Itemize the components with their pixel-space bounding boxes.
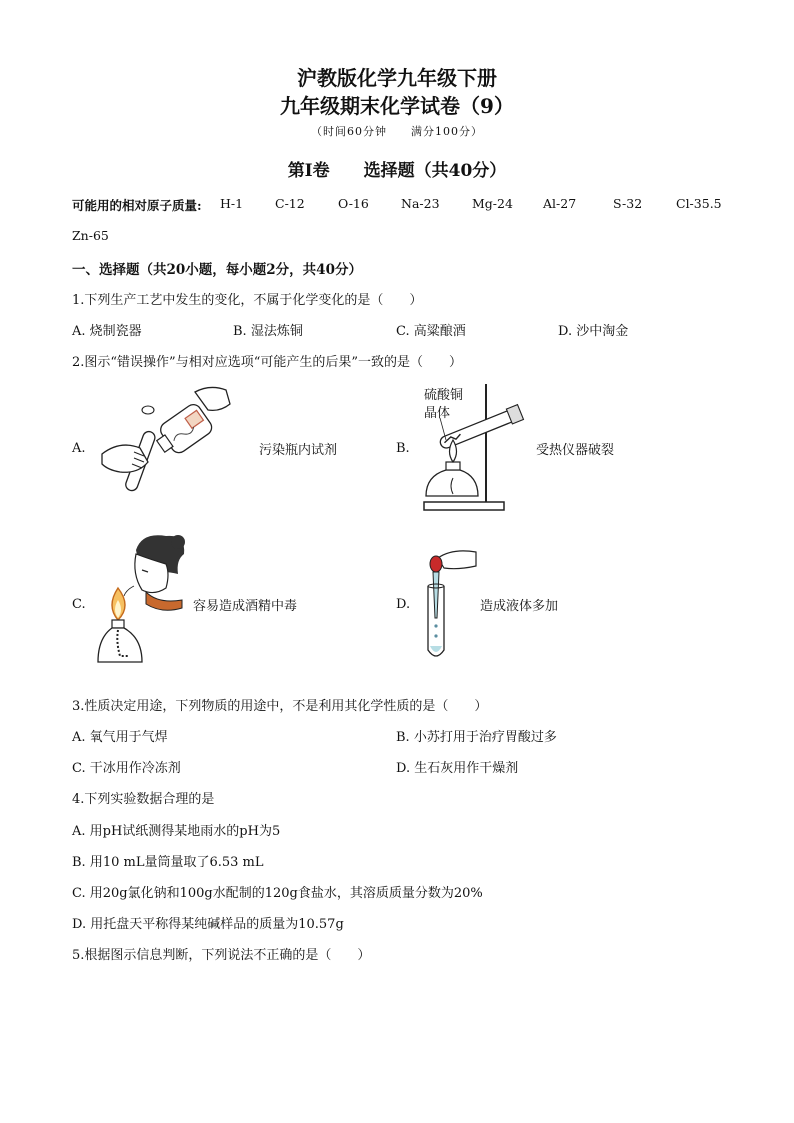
atomic-mass-al: Al-27 <box>543 196 577 211</box>
q2-figure-d-caption: 造成液体多加 <box>480 599 559 614</box>
part-heading: 一、选择题（共20小题，每小题2分，共40分） <box>72 262 362 278</box>
question-5-stem: 5.根据图示信息判断，下列说法不正确的是（ ） <box>72 948 371 963</box>
atomic-mass-h: H-1 <box>220 196 244 211</box>
q3-option-a: A. 氧气用于气焊 <box>72 730 168 745</box>
q2-figure-b-label-1: 硫酸铜 <box>424 388 464 403</box>
q1-option-a: A. 烧制瓷器 <box>72 324 142 339</box>
q1-option-c: C. 高粱酿酒 <box>396 324 466 339</box>
question-1-stem: 1.下列生产工艺中发生的变化，不属于化学变化的是（ ） <box>72 293 423 308</box>
atomic-mass-s: S-32 <box>613 196 643 211</box>
atomic-mass-c: C-12 <box>275 196 305 211</box>
q2-figure-d-letter: D. <box>396 597 411 612</box>
title-line-1: 沪教版化学九年级下册 <box>297 66 497 90</box>
q4-option-d: D. 用托盘天平称得某纯碱样品的质量为10.57g <box>72 917 344 932</box>
section-title: 第Ⅰ卷 选择题（共40分） <box>287 161 507 181</box>
heating-apparatus-illustration <box>416 378 540 514</box>
atomic-mass-na: Na-23 <box>401 196 440 211</box>
q3-option-b: B. 小苏打用于治疗胃酸过多 <box>396 730 557 745</box>
dropper-illustration <box>418 546 480 662</box>
q3-option-c: C. 干冰用作冷冻剂 <box>72 761 181 776</box>
atomic-masses-row <box>72 196 202 214</box>
atomic-mass-zn: Zn-65 <box>72 228 109 243</box>
atomic-mass-cl: Cl-35.5 <box>676 196 722 211</box>
atomic-mass-mg: Mg-24 <box>472 196 513 211</box>
question-4-stem: 4.下列实验数据合理的是 <box>72 792 215 807</box>
q4-option-b: B. 用10 mL量筒量取了6.53 mL <box>72 855 264 870</box>
q2-figure-c-caption: 容易造成酒精中毒 <box>193 599 298 614</box>
pouring-reagent-illustration <box>100 382 240 504</box>
question-3-stem: 3.性质决定用途，下列物质的用途中，不是利用其化学性质的是（ ） <box>72 699 488 714</box>
q2-figure-c-letter: C. <box>72 597 86 612</box>
q4-option-a: A. 用pH试纸测得某地雨水的pH为5 <box>72 824 281 839</box>
q1-option-b: B. 湿法炼铜 <box>233 324 303 339</box>
blowing-lamp-illustration <box>96 530 192 666</box>
q2-figure-b-label-2: 晶体 <box>424 406 451 421</box>
q4-option-c: C. 用20g氯化钠和100g水配制的120g食盐水，其溶质质量分数为20% <box>72 886 483 901</box>
atomic-mass-o: O-16 <box>338 196 369 211</box>
q3-option-d: D. 生石灰用作干燥剂 <box>396 761 519 776</box>
title-line-2: 九年级期末化学试卷（9） <box>280 94 514 118</box>
exam-subtitle: （时间60分钟 满分100分） <box>311 125 483 138</box>
q2-figure-b-caption: 受热仪器破裂 <box>536 443 615 458</box>
q2-figure-a-caption: 污染瓶内试剂 <box>259 443 338 458</box>
q2-figure-a-letter: A. <box>72 441 86 456</box>
q1-option-d: D. 沙中淘金 <box>558 324 629 339</box>
q2-figure-b-letter: B. <box>396 441 410 456</box>
question-2-stem: 2.图示“错误操作”与相对应选项“可能产生的后果”一致的是（ ） <box>72 355 462 370</box>
atomic-masses-label: 可能用的相对原子质量: <box>72 198 202 213</box>
